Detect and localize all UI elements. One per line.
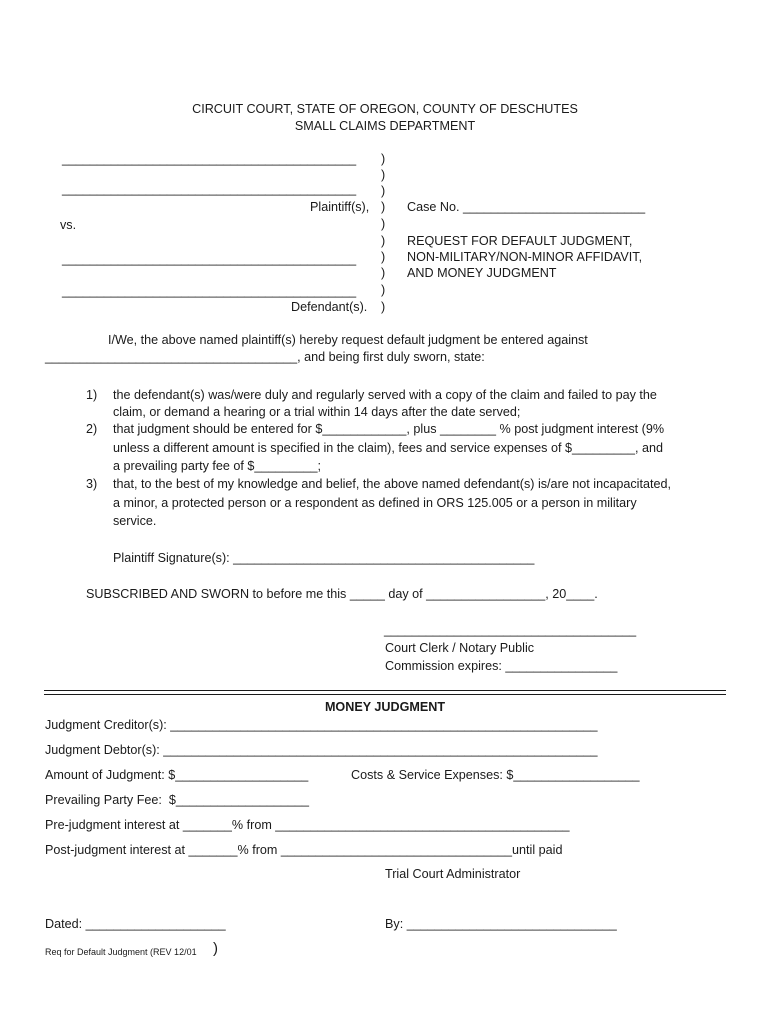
caption-paren: ) — [381, 300, 386, 314]
money-judgment-title: MONEY JUDGMENT — [324, 700, 446, 714]
item1-line-b: claim, or demand a hearing or a trial within 14 days after the date served; — [113, 405, 521, 419]
defendant-name-line-1[interactable]: __________________________________________ — [62, 252, 357, 266]
commission-expires-field[interactable]: Commission expires: ________________ — [385, 659, 618, 673]
item3-line-a: that, to the best of my knowledge and belief, the above named defendant(s) is/are not incapacitated, — [113, 477, 671, 491]
by-signature-field[interactable]: By: ______________________________ — [385, 917, 617, 931]
plaintiff-name-line-1[interactable]: __________________________________________ — [62, 152, 357, 166]
prevailing-party-fee-field[interactable]: Prevailing Party Fee: $___________________ — [45, 793, 309, 807]
item2-line-b[interactable]: unless a different amount is specified in the claim), fees and service expenses of $_________, and — [113, 441, 664, 455]
item-number-2: 2) — [86, 422, 98, 436]
caption-paren: ) — [381, 283, 386, 297]
plaintiffs-label: Plaintiff(s), — [310, 200, 370, 214]
prejudgment-interest-field[interactable]: Pre-judgment interest at _______% from __________________________________________ — [45, 818, 570, 832]
costs-service-expenses-field[interactable]: Costs & Service Expenses: $__________________ — [351, 768, 640, 782]
clerk-signature-line[interactable]: ____________________________________ — [384, 623, 637, 637]
court-header-line1: CIRCUIT COURT, STATE OF OREGON, COUNTY OF DESCHUTES — [192, 102, 578, 116]
footer-paren: ) — [213, 940, 218, 957]
caption-paren: ) — [381, 200, 386, 214]
caption-paren: ) — [381, 217, 386, 231]
caption-paren: ) — [381, 234, 386, 248]
section-divider — [44, 690, 726, 695]
item1-line-a: the defendant(s) was/were duly and regularly served with a copy of the claim and failed to pay the — [113, 388, 657, 402]
amount-of-judgment-field[interactable]: Amount of Judgment: $___________________ — [45, 768, 309, 782]
item3-line-c: service. — [113, 514, 157, 528]
judgment-debtor-field[interactable]: Judgment Debtor(s): ______________________________________________________________ — [45, 743, 598, 757]
judgment-creditor-field[interactable]: Judgment Creditor(s): _____________________________________________________________ — [45, 718, 598, 732]
caption-paren: ) — [381, 266, 386, 280]
intro-line1: I/We, the above named plaintiff(s) hereby request default judgment be entered against — [108, 333, 588, 347]
item-number-1: 1) — [86, 388, 98, 402]
trial-court-administrator-label: Trial Court Administrator — [385, 867, 521, 881]
defendants-label: Defendant(s). — [291, 300, 368, 314]
vs-label: vs. — [60, 218, 77, 232]
clerk-notary-label: Court Clerk / Notary Public — [385, 641, 535, 655]
caption-paren: ) — [381, 184, 386, 198]
dated-field[interactable]: Dated: ____________________ — [45, 917, 226, 931]
document-title-line1: REQUEST FOR DEFAULT JUDGMENT, — [407, 234, 633, 248]
plaintiff-signature-field[interactable]: Plaintiff Signature(s): ___________________________________________ — [113, 551, 535, 565]
plaintiff-name-line-2[interactable]: __________________________________________ — [62, 182, 357, 196]
document-title-line3: AND MONEY JUDGMENT — [407, 266, 557, 280]
caption-paren: ) — [381, 168, 386, 182]
intro-line2[interactable]: ____________________________________, and being first duly sworn, state: — [45, 350, 485, 364]
case-number-field[interactable]: Case No. __________________________ — [407, 200, 646, 214]
item-number-3: 3) — [86, 477, 98, 491]
court-header-line2: SMALL CLAIMS DEPARTMENT — [294, 119, 476, 133]
defendant-name-line-2[interactable]: __________________________________________ — [62, 284, 357, 298]
item2-line-c[interactable]: a prevailing party fee of $_________; — [113, 459, 321, 473]
form-id-footer: Req for Default Judgment (REV 12/01 — [45, 947, 197, 957]
subscribed-sworn-line[interactable]: SUBSCRIBED AND SWORN to before me this _____ day of _________________, 20____. — [86, 587, 598, 601]
caption-paren: ) — [381, 250, 386, 264]
item2-line-a[interactable]: that judgment should be entered for $____________, plus ________ % post judgment interest (9% — [113, 422, 665, 436]
item3-line-b: a minor, a protected person or a respondent as defined in ORS 125.005 or a person in military — [113, 496, 637, 510]
caption-paren: ) — [381, 152, 386, 166]
document-title-line2: NON-MILITARY/NON-MINOR AFFIDAVIT, — [407, 250, 643, 264]
postjudgment-interest-field[interactable]: Post-judgment interest at _______% from _________________________________until paid — [45, 843, 563, 857]
